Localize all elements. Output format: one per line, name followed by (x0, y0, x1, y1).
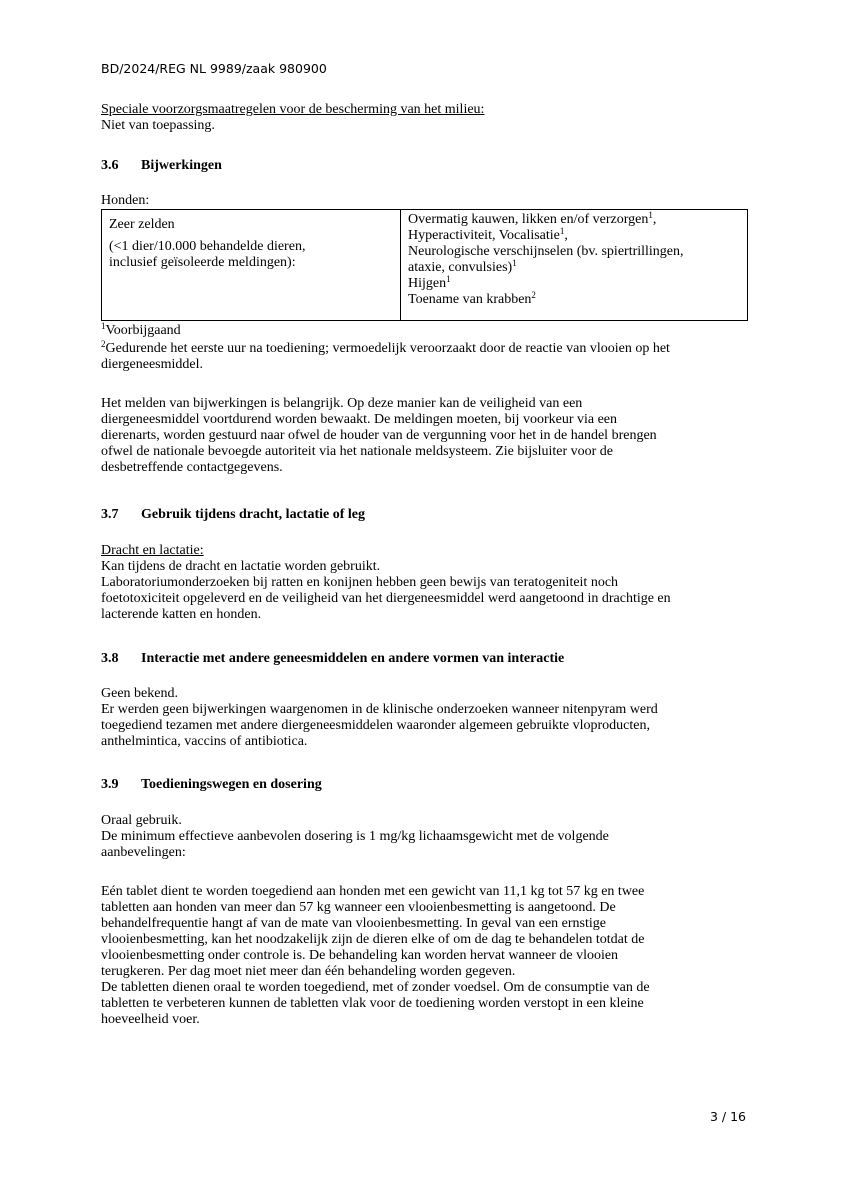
section-number: 3.8 (101, 651, 119, 666)
section-3-9-intro (101, 813, 751, 861)
effect-footnote-mark: 1 (648, 210, 653, 220)
paragraph-line: hoeveelheid voer. (101, 1012, 200, 1027)
paragraph-line: Er werden geen bijwerkingen waargenomen in de klinische onderzoeken wanneer nitenpyram werd (101, 702, 658, 717)
adverse-effects-table-wrap (101, 209, 751, 321)
paragraph-line: Laboratoriumonderzoeken bij ratten en konijnen hebben geen bewijs van teratogeniteit noch (101, 575, 619, 590)
paragraph-line: vlooienbesmetting, kan het noodzakelijk zijn de dieren elke of om de dag te behandelen totdat de (101, 932, 645, 947)
effect-text: Hijgen (408, 276, 447, 291)
footnote-mark: 1 (101, 321, 106, 331)
effect-text: Neurologische verschijnselen (bv. spiertrillingen, (408, 244, 684, 259)
paragraph-line: Geen bekend. (101, 686, 178, 701)
footnote-text: Gedurende het eerste uur na toediening; vermoedelijk veroorzaakt door de reactie van vlooien op het (105, 341, 670, 356)
section-number: 3.6 (101, 158, 119, 173)
paragraph-line: Oraal gebruik. (101, 813, 182, 828)
section-3-9-heading (101, 777, 751, 793)
section-title: Gebruik tijdens dracht, lactatie of leg (141, 507, 365, 522)
section-3-6-heading (101, 158, 751, 174)
effect-text: Overmatig kauwen, likken en/of verzorgen (408, 212, 649, 227)
paragraph-line: Kan tijdens de dracht en lactatie worden gebruikt. (101, 559, 381, 574)
reporting-paragraph (101, 396, 751, 476)
effect-punctuation: , (652, 212, 657, 227)
paragraph-line: behandelfrequentie hangt af van de mate van vlooienbesmetting. In geval van een ernstige (101, 916, 606, 931)
section-number: 3.9 (101, 777, 119, 792)
effect-item (408, 212, 740, 228)
section-title: Toedieningswegen en dosering (141, 777, 322, 792)
effect-item (408, 292, 740, 308)
paragraph-line: tabletten te verbeteren kunnen de tabletten vlak voor de toediening worden verstopt in een kleine (101, 996, 644, 1011)
environment-section (101, 102, 751, 134)
footnote-text-cont: diergeneesmiddel. (101, 357, 203, 372)
paragraph-line: dierenarts, worden gestuurd naar ofwel de houder van de vergunning voor het in de handel brengen (101, 428, 657, 443)
section-title: Interactie met andere geneesmiddelen en andere vormen van interactie (141, 651, 565, 666)
effect-footnote-mark: 1 (559, 226, 565, 236)
subheading: Dracht en lactatie: (101, 543, 204, 558)
frequency-definition-line2: inclusief geïsoleerde meldingen): (109, 255, 296, 270)
frequency-cell (102, 210, 401, 321)
effect-text: ataxie, convulsies) (408, 260, 513, 275)
paragraph-line: De tabletten dienen oraal te worden toegediend, met of zonder voedsel. Om de consumptie van de (101, 980, 650, 995)
footnote-text: Voorbijgaand (105, 323, 181, 338)
effect-footnote-mark: 2 (531, 290, 536, 300)
effect-text: Hyperactiviteit, Vocalisatie (408, 228, 560, 243)
environment-heading: Speciale voorzorgsmaatregelen voor de bescherming van het milieu: (101, 102, 485, 117)
effect-text: Toename van krabben (408, 292, 532, 307)
frequency-label: Zeer zelden (109, 217, 175, 232)
paragraph-line: toegediend tezamen met andere diergeneesmiddelen waaronder algemeen gebruikte vloproducten, (101, 718, 651, 733)
paragraph-line: anthelmintica, vaccins of antibiotica. (101, 734, 308, 749)
section-3-8-body (101, 686, 751, 750)
effect-item (408, 276, 740, 292)
footnote-1 (101, 323, 751, 339)
footnote-2 (101, 341, 751, 373)
paragraph-line: De minimum effectieve aanbevolen dosering is 1 mg/kg lichaamsgewicht met de volgende (101, 829, 609, 844)
paragraph-line: lacterende katten en honden. (101, 607, 262, 622)
effects-list (408, 212, 740, 308)
paragraph-line: ofwel de nationale bevoegde autoriteit via het nationale meldsysteem. Zie bijsluiter voor de (101, 444, 613, 459)
section-3-9-dosing (101, 884, 751, 1028)
paragraph-line: foetotoxiciteit opgeleverd en de veiligheid van het diergeneesmiddel werd aangetoond in drachtige en (101, 591, 671, 606)
species-label: Honden: (101, 193, 150, 208)
environment-text: Niet van toepassing. (101, 118, 215, 133)
paragraph-line: diergeneesmiddel voortdurend worden bewaakt. De meldingen moeten, bij voorkeur via een (101, 412, 618, 427)
effect-item (408, 244, 740, 260)
effect-item (408, 228, 740, 244)
adverse-effects-table (101, 209, 748, 321)
paragraph-line: aanbevelingen: (101, 845, 186, 860)
section-title: Bijwerkingen (141, 158, 222, 173)
footnote-mark: 2 (101, 339, 106, 349)
effects-cell (401, 210, 748, 321)
document-reference: BD/2024/REG NL 9989/zaak 980900 (101, 61, 327, 76)
paragraph-line: Het melden van bijwerkingen is belangrijk. Op deze manier kan de veiligheid van een (101, 396, 583, 411)
paragraph-line: terugkeren. Per dag moet niet meer dan één behandeling worden gegeven. (101, 964, 516, 979)
paragraph-line: desbetreffende contactgegevens. (101, 460, 283, 475)
frequency-definition-line1: (<1 dier/10.000 behandelde dieren, (109, 239, 306, 254)
effect-punctuation: , (564, 228, 568, 243)
paragraph-line: Eén tablet dient te worden toegediend aan honden met een gewicht van 11,1 kg tot 57 kg en twee (101, 884, 645, 899)
section-3-8-heading (101, 651, 751, 667)
section-3-7-heading (101, 507, 751, 523)
page-number: 3 / 16 (709, 1109, 746, 1124)
effect-footnote-mark: 1 (512, 258, 517, 268)
paragraph-line: tabletten aan honden van meer dan 57 kg wanneer een vlooienbesmetting is aangetoond. De (101, 900, 616, 915)
table-row (102, 210, 748, 321)
section-number: 3.7 (101, 507, 119, 522)
section-3-7-body (101, 543, 751, 623)
paragraph-line: vlooienbesmetting onder controle is. De behandeling kan worden hervat wanneer de vlooien (101, 948, 619, 963)
effect-item (408, 260, 740, 276)
effect-footnote-mark: 1 (446, 274, 451, 284)
